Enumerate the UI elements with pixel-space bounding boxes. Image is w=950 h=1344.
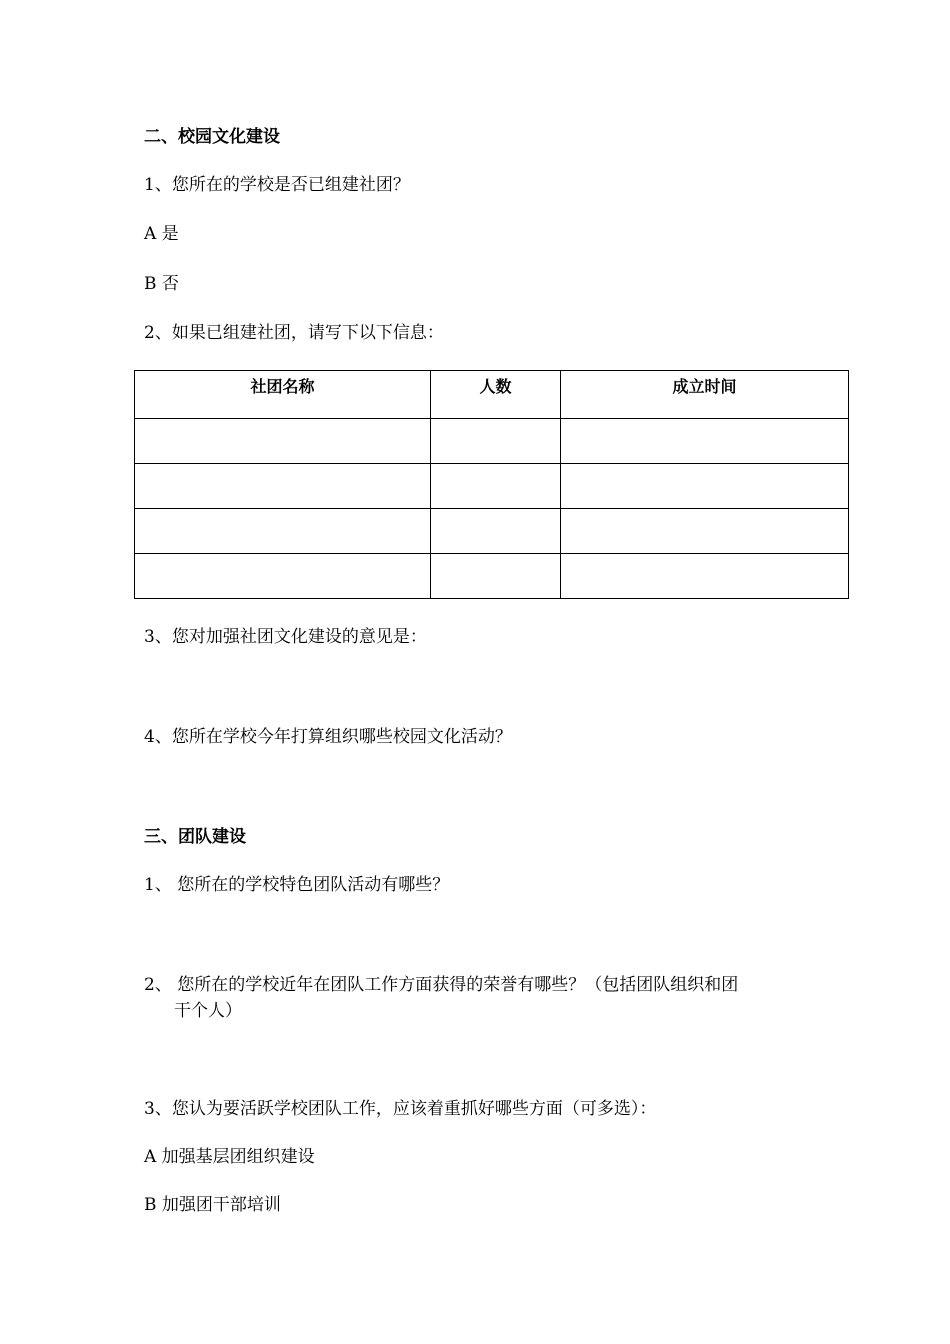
cell-member-count[interactable] — [431, 419, 561, 464]
cell-club-name[interactable] — [135, 554, 431, 599]
cell-club-name[interactable] — [135, 464, 431, 509]
cell-founded-time[interactable] — [561, 419, 849, 464]
cell-club-name[interactable] — [135, 509, 431, 554]
cell-club-name[interactable] — [135, 419, 431, 464]
cell-founded-time[interactable] — [561, 554, 849, 599]
option-b-training: B 加强团干部培训 — [144, 1195, 281, 1215]
header-member-count: 人数 — [431, 371, 561, 419]
cell-founded-time[interactable] — [561, 464, 849, 509]
header-club-name: 社团名称 — [135, 371, 431, 419]
question-3-1: 1、 您所在的学校特色团队活动有哪些？ — [144, 875, 450, 895]
header-founded-time: 成立时间 — [561, 371, 849, 419]
question-2-3: 3、您对加强社团文化建设的意见是： — [144, 627, 427, 647]
table-row — [135, 464, 849, 509]
question-2-1: 1、您所在的学校是否已组建社团？ — [144, 175, 410, 195]
question-3-2: 2、 您所在的学校近年在团队工作方面获得的荣誉有哪些？（包括团队组织和团 — [144, 975, 739, 995]
question-3-2-continued: 干个人） — [174, 1001, 242, 1021]
option-b-no: B 否 — [144, 274, 179, 294]
cell-member-count[interactable] — [431, 464, 561, 509]
cell-founded-time[interactable] — [561, 509, 849, 554]
option-a-grassroots: A 加强基层团组织建设 — [144, 1147, 315, 1167]
table-row — [135, 554, 849, 599]
option-a-yes: A 是 — [144, 224, 179, 244]
cell-member-count[interactable] — [431, 509, 561, 554]
section-3-heading: 三、团队建设 — [144, 827, 246, 847]
table-row — [135, 509, 849, 554]
club-info-table — [134, 370, 849, 599]
table-header-row — [135, 371, 849, 419]
question-2-4: 4、您所在学校今年打算组织哪些校园文化活动？ — [144, 727, 512, 747]
question-3-3: 3、您认为要活跃学校团队工作，应该着重抓好哪些方面（可多选）： — [144, 1099, 657, 1119]
cell-member-count[interactable] — [431, 554, 561, 599]
table-row — [135, 419, 849, 464]
question-2-2: 2、如果已组建社团，请写下以下信息： — [144, 323, 444, 343]
section-2-heading: 二、校园文化建设 — [144, 127, 280, 147]
